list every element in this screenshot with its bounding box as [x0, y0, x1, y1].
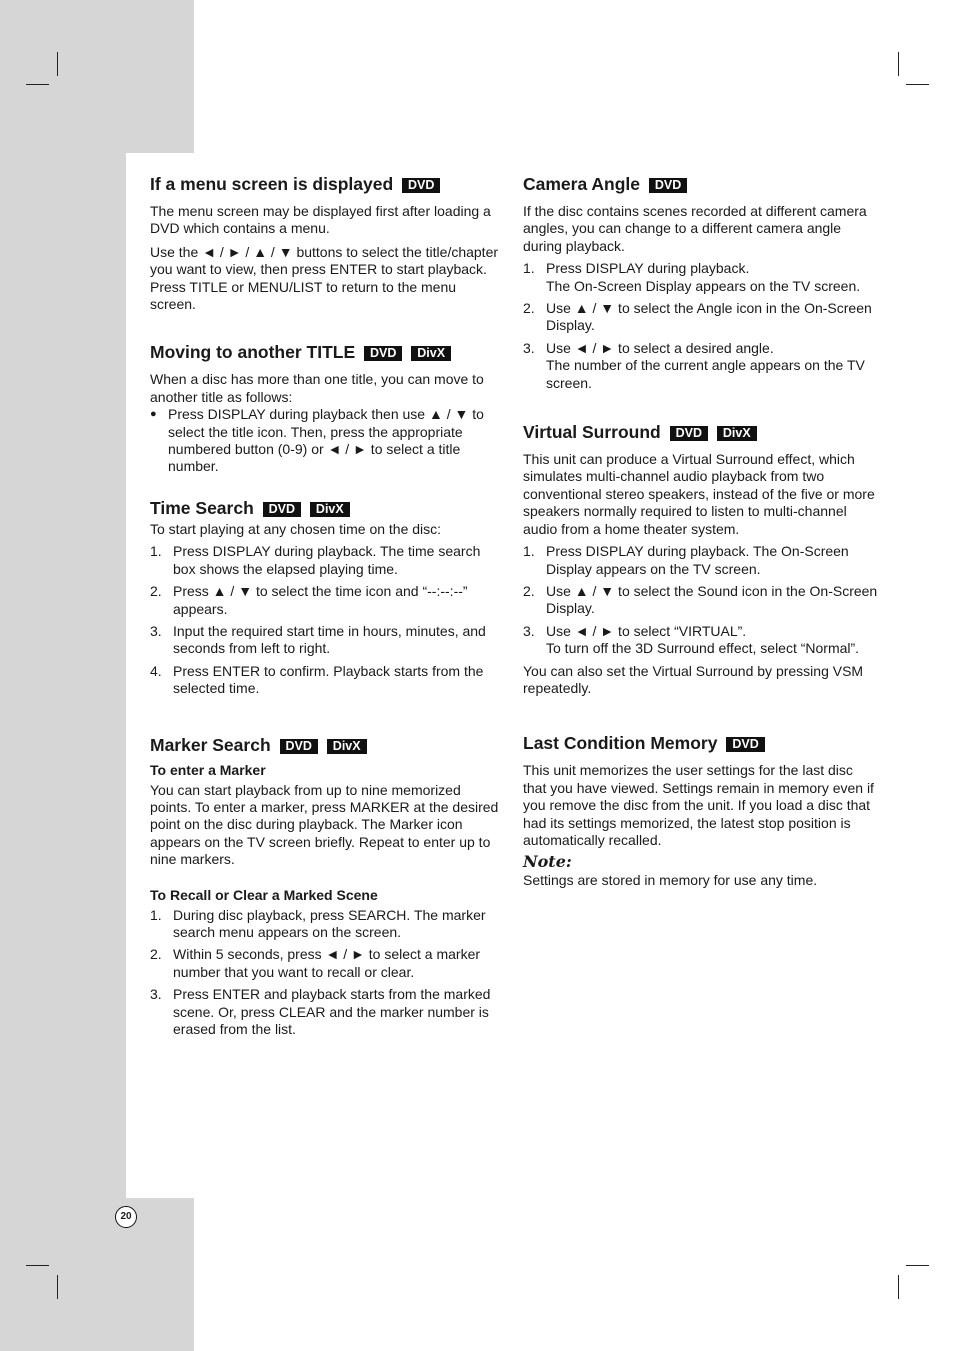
crop-mark [906, 84, 929, 85]
crop-mark [26, 1265, 49, 1266]
list-item: 1. During disc playback, press SEARCH. The marker search menu appears on the screen. [150, 906, 486, 940]
section-title: Moving to another TITLE DVD DivX [150, 340, 502, 364]
list-item: 3. Use ◄ / ► to select “VIRTUAL”. To turn off the 3D Surround effect, select “Normal”. [523, 622, 860, 657]
paragraph: The menu screen may be displayed first after loading a DVD which contains a menu. [150, 203, 491, 237]
section-marker-search [150, 733, 502, 1039]
steps-list [150, 907, 502, 1039]
divx-badge: DivX [717, 426, 757, 441]
divx-badge: DivX [310, 502, 350, 517]
steps-list [523, 543, 878, 657]
side-bar-bottom [0, 1198, 194, 1351]
paragraph: To start playing at any chosen time on the disc: [150, 520, 442, 537]
list-item: 3. Use ◄ / ► to select a desired angle. The number of the current angle appears on the TV screen. [523, 339, 865, 391]
section-title: If a menu screen is displayed DVD [150, 172, 502, 196]
paragraph: Use the ◄ / ► / ▲ / ▼ buttons to select the title/chapter you want to view, then press ENTER to start playback. [150, 243, 499, 278]
paragraph: You can also set the Virtual Surround by pressing VSM repeatedly. [523, 662, 864, 696]
crop-mark [57, 1275, 58, 1299]
divx-badge: DivX [327, 739, 367, 754]
bullet-icon: ● [150, 408, 157, 421]
section-time-search [150, 496, 502, 698]
steps-list [150, 543, 502, 697]
crop-mark [906, 1265, 929, 1266]
subheading: To enter a Marker [150, 761, 266, 778]
section-title: Marker Search DVD DivX [150, 733, 502, 757]
dvd-badge: DVD [649, 178, 687, 193]
side-bar-top [0, 0, 194, 153]
steps-list [523, 260, 878, 392]
crop-mark [898, 1275, 899, 1299]
section-title: Time Search DVD DivX [150, 496, 502, 520]
right-column [523, 172, 878, 890]
left-column [150, 172, 502, 1043]
dvd-badge: DVD [726, 737, 764, 752]
subheading: To Recall or Clear a Marked Scene [150, 886, 378, 903]
bullet-item: ● Press DISPLAY during playback then use ▲ / ▼ to select the title icon. Then, press the appropriate numbered button (0-9) or ◄ / ► to select a title number. [150, 406, 484, 475]
paragraph: When a disc has more than one title, you can move to another title as follows: [150, 371, 484, 405]
dvd-badge: DVD [263, 502, 301, 517]
dvd-badge: DVD [670, 426, 708, 441]
side-bar [0, 153, 126, 1198]
crop-mark [26, 84, 49, 85]
paragraph: You can start playback from up to nine memorized points. To enter a marker, press MARKER at the desired point on the disc during playback. The Marker icon appears on the TV screen briefly. Repeat to enter up to nine markers. [150, 781, 499, 868]
list-item: 1. Press DISPLAY during playback. The time search box shows the elapsed playing time. [150, 543, 481, 577]
section-title: Virtual Surround DVD DivX [523, 420, 878, 444]
crop-mark [57, 52, 58, 76]
section-camera-angle [523, 172, 878, 392]
list-item: 2. Press ▲ / ▼ to select the time icon and “--:--:--” appears. [150, 583, 468, 617]
list-item: 3. Input the required start time in hours, minutes, and seconds from left to right. [150, 622, 486, 657]
paragraph: Press TITLE or MENU/LIST to return to the menu screen. [150, 278, 457, 313]
crop-mark [898, 52, 899, 76]
section-virtual-surround [523, 420, 878, 697]
dvd-badge: DVD [364, 346, 402, 361]
divx-badge: DivX [411, 346, 451, 361]
section-last-condition-memory [523, 731, 878, 889]
section-title: Camera Angle DVD [523, 172, 878, 196]
dvd-badge: DVD [402, 178, 440, 193]
list-item: 4. Press ENTER to confirm. Playback starts from the selected time. [150, 662, 484, 697]
section-menu-screen [150, 172, 502, 313]
paragraph: This unit can produce a Virtual Surround effect, which simulates multi-channel audio playback from two conventional stereo speakers, instead of the five or more speakers normally required to listen to multi-channel audio from a home theater system. [523, 451, 875, 537]
section-moving-title [150, 340, 502, 475]
section-title: Last Condition Memory DVD [523, 731, 878, 755]
paragraph: This unit memorizes the user settings for the last disc that you have viewed. Settings remain in memory even if you remove the disc from the unit. If you load a disc that had its settings memorized, the latest stop position is automatically recalled. [523, 762, 874, 848]
list-item: 2. Use ▲ / ▼ to select the Angle icon in the On-Screen Display. [523, 300, 872, 334]
list-item: 3. Press ENTER and playback starts from the marked scene. Or, press CLEAR and the marker number is erased from the list. [150, 986, 491, 1037]
note-title: Note: [523, 852, 572, 872]
paragraph: If the disc contains scenes recorded at different camera angles, you can change to a different camera angle during playback. [523, 203, 867, 254]
page-number: 20 [115, 1206, 137, 1228]
list-item: 2. Use ▲ / ▼ to select the Sound icon in the On-Screen Display. [523, 582, 878, 617]
dvd-badge: DVD [280, 739, 318, 754]
list-item: 1. Press DISPLAY during playback. The On-Screen Display appears on the TV screen. [523, 260, 861, 294]
list-item: 2. Within 5 seconds, press ◄ / ► to select a marker number that you want to recall or clear. [150, 946, 481, 980]
note-text: Settings are stored in memory for use any time. [523, 872, 818, 889]
list-item: 1. Press DISPLAY during playback. The On-Screen Display appears on the TV screen. [523, 543, 849, 577]
